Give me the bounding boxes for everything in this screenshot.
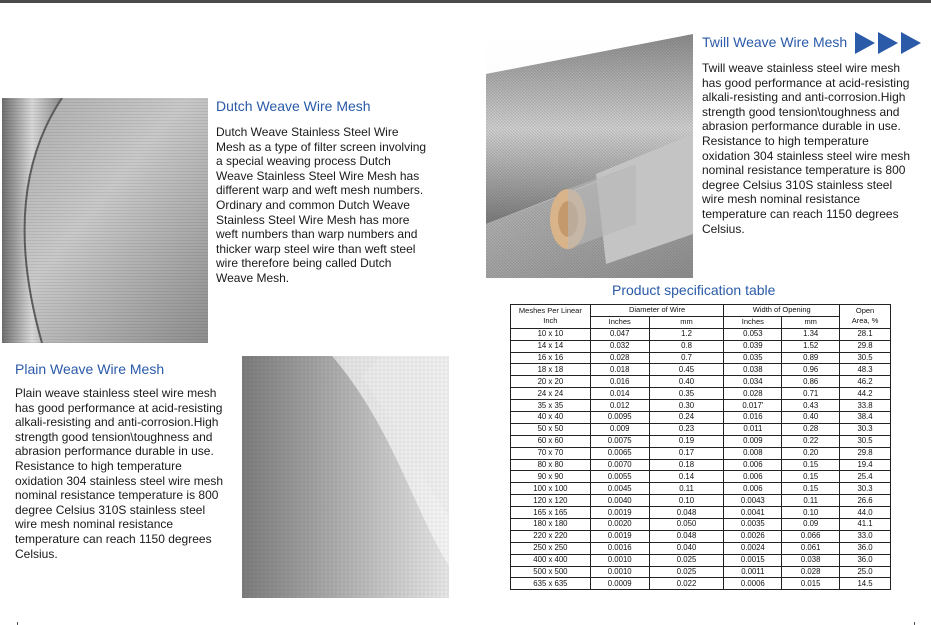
text-line: Twill weave stainless steel wire mesh (702, 61, 901, 75)
cell-open-area: 44.0 (840, 507, 891, 519)
cell-open-area: 38.4 (840, 412, 891, 424)
cell-meshes: 120 x 120 (511, 495, 591, 507)
cell-diameter-mm: 0.025 (649, 554, 724, 566)
cell-meshes: 90 x 90 (511, 471, 591, 483)
spec-table-body (511, 328, 891, 590)
dutch-weave-title: Dutch Weave Wire Mesh (216, 98, 371, 114)
cell-diameter-mm: 0.11 (649, 483, 724, 495)
cell-width-mm: 0.15 (782, 483, 840, 495)
cell-meshes: 180 x 180 (511, 519, 591, 531)
cell-width-inches: 0.006 (724, 471, 782, 483)
column-header-width-inches: Inches (724, 316, 782, 328)
cell-width-mm: 0.028 (782, 566, 840, 578)
cell-meshes: 18 x 18 (511, 364, 591, 376)
table-row (511, 400, 891, 412)
cell-open-area: 28.1 (840, 328, 891, 340)
cell-diameter-inches: 0.009 (590, 423, 649, 435)
text-line: Ordinary and common Dutch Weave (216, 197, 410, 212)
text-line: degree Celsius 310S stainless steel (15, 502, 206, 517)
text-line: Plain weave stainless steel wire mesh (15, 386, 217, 400)
cell-diameter-inches: 0.0009 (590, 578, 649, 590)
table-row (511, 554, 891, 566)
cell-meshes: 500 x 500 (511, 566, 591, 578)
text-line: temperature can reach 1150 degrees (702, 206, 899, 221)
cell-diameter-mm: 0.35 (649, 388, 724, 400)
cell-width-mm: 0.89 (782, 352, 840, 364)
cell-open-area: 44.2 (840, 388, 891, 400)
cell-meshes: 14 x 14 (511, 340, 591, 352)
cell-diameter-inches: 0.0040 (590, 495, 649, 507)
cell-width-mm: 0.015 (782, 578, 840, 590)
cell-diameter-inches: 0.0070 (590, 459, 649, 471)
cell-diameter-inches: 0.0055 (590, 471, 649, 483)
cell-meshes: 165 x 165 (511, 507, 591, 519)
cell-meshes: 10 x 10 (511, 328, 591, 340)
cell-diameter-mm: 0.048 (649, 530, 724, 542)
text-line: temperature can reach 1150 degrees (15, 531, 212, 546)
cell-width-inches: 0.009 (724, 435, 782, 447)
cell-meshes: 50 x 50 (511, 423, 591, 435)
header-line: Open (855, 306, 875, 316)
cell-width-mm: 0.11 (782, 495, 840, 507)
cell-width-inches: 0.0006 (724, 578, 782, 590)
cell-width-inches: 0.039 (724, 340, 782, 352)
cell-diameter-inches: 0.0020 (590, 519, 649, 531)
text-line: weft numbers than warp numbers and (216, 227, 418, 242)
cell-open-area: 36.0 (840, 542, 891, 554)
cell-width-mm: 0.71 (782, 388, 840, 400)
table-row (511, 578, 891, 590)
table-row (511, 542, 891, 554)
cell-diameter-inches: 0.014 (590, 388, 649, 400)
text-line: nominal resistance temperature is 800 (702, 163, 906, 178)
table-row (511, 530, 891, 542)
cell-diameter-mm: 0.30 (649, 400, 724, 412)
cell-diameter-inches: 0.047 (590, 328, 649, 340)
cell-meshes: 16 x 16 (511, 352, 591, 364)
cell-diameter-mm: 0.19 (649, 435, 724, 447)
cell-width-mm: 0.066 (782, 530, 840, 542)
cell-open-area: 25.4 (840, 471, 891, 483)
text-line: degree Celsius 310S stainless steel (702, 177, 893, 192)
cell-width-mm: 0.038 (782, 554, 840, 566)
cell-width-inches: 0.0011 (724, 566, 782, 578)
text-line: Dutch Weave Stainless Steel Wire (216, 125, 399, 139)
cell-meshes: 20 x 20 (511, 376, 591, 388)
cell-meshes: 70 x 70 (511, 447, 591, 459)
cell-meshes: 250 x 250 (511, 542, 591, 554)
cell-width-inches: 0.028 (724, 388, 782, 400)
cell-diameter-inches: 0.0010 (590, 566, 649, 578)
header-line: Area, % (851, 316, 879, 326)
table-row (511, 352, 891, 364)
cell-diameter-inches: 0.012 (590, 400, 649, 412)
text-line: Weave Stainless Steel Wire Mesh has (216, 168, 420, 183)
text-line: strength good tension\toughness and (15, 429, 213, 444)
cell-meshes: 24 x 24 (511, 388, 591, 400)
cell-meshes: 220 x 220 (511, 530, 591, 542)
cell-open-area: 19.4 (840, 459, 891, 471)
cell-open-area: 41.1 (840, 519, 891, 531)
cell-open-area: 33.8 (840, 400, 891, 412)
cell-diameter-inches: 0.0019 (590, 507, 649, 519)
cell-diameter-mm: 0.23 (649, 423, 724, 435)
cell-open-area: 30.3 (840, 483, 891, 495)
text-line: Mesh as a type of filter screen involving (216, 139, 427, 154)
cell-width-inches: 0.0024 (724, 542, 782, 554)
cell-open-area: 29.8 (840, 340, 891, 352)
text-line: a special weaving process Dutch (216, 154, 391, 169)
column-header-width: Width of Opening (724, 305, 840, 317)
cell-diameter-mm: 0.18 (649, 459, 724, 471)
text-line: Resistance to high temperature (15, 458, 182, 473)
table-row (511, 483, 891, 495)
text-line: abrasion performance durable in use. (15, 444, 214, 459)
cell-diameter-mm: 0.14 (649, 471, 724, 483)
cell-width-mm: 1.52 (782, 340, 840, 352)
text-line: Celsius. (15, 546, 58, 561)
twill-weave-title: Twill Weave Wire Mesh (702, 34, 848, 50)
cell-open-area: 33.0 (840, 530, 891, 542)
cell-diameter-mm: 0.7 (649, 352, 724, 364)
cell-width-mm: 0.15 (782, 471, 840, 483)
cell-meshes: 35 x 35 (511, 400, 591, 412)
spec-table (510, 304, 891, 590)
table-row (511, 507, 891, 519)
table-row (511, 364, 891, 376)
twill-weave-photo (486, 34, 693, 278)
cell-width-mm: 0.28 (782, 423, 840, 435)
cell-diameter-inches: 0.028 (590, 352, 649, 364)
table-row (511, 471, 891, 483)
cell-width-inches: 0.053 (724, 328, 782, 340)
text-line: wire mesh nominal resistance (15, 517, 174, 532)
text-line: strength good tension\toughness and (702, 104, 900, 119)
cell-diameter-inches: 0.032 (590, 340, 649, 352)
triple-chevron-right-icon (855, 32, 923, 54)
cell-open-area: 46.2 (840, 376, 891, 388)
cell-diameter-mm: 0.8 (649, 340, 724, 352)
text-line: wire mesh nominal resistance (702, 192, 861, 207)
cell-open-area: 30.3 (840, 423, 891, 435)
plain-weave-photo (242, 356, 449, 598)
text-line: thicker warp steel wire than weft steel (216, 241, 416, 256)
cell-width-mm: 0.15 (782, 459, 840, 471)
cell-width-mm: 0.22 (782, 435, 840, 447)
cell-width-inches: 0.038 (724, 364, 782, 376)
cell-diameter-mm: 1.2 (649, 328, 724, 340)
cell-diameter-inches: 0.018 (590, 364, 649, 376)
text-line: wire therefore being called Dutch (216, 256, 392, 271)
column-header-diameter-inches: Inches (590, 316, 649, 328)
cell-width-mm: 0.20 (782, 447, 840, 459)
cell-diameter-mm: 0.048 (649, 507, 724, 519)
cell-diameter-inches: 0.0075 (590, 435, 649, 447)
text-line: has good performance at acid-resisting (702, 75, 910, 90)
column-header-width-mm: mm (782, 316, 840, 328)
text-line: abrasion performance durable in use. (702, 119, 901, 134)
cell-open-area: 14.5 (840, 578, 891, 590)
cell-width-inches: 0.008 (724, 447, 782, 459)
cell-diameter-inches: 0.0045 (590, 483, 649, 495)
cell-width-inches: 0.006 (724, 483, 782, 495)
cell-diameter-mm: 0.050 (649, 519, 724, 531)
cell-diameter-inches: 0.016 (590, 376, 649, 388)
table-row (511, 566, 891, 578)
text-line: different warp and weft mesh numbers. (216, 183, 424, 198)
top-bar (0, 0, 931, 3)
cell-diameter-mm: 0.022 (649, 578, 724, 590)
cell-width-inches: 0.011 (724, 423, 782, 435)
cell-meshes: 635 x 635 (511, 578, 591, 590)
cell-width-mm: 0.43 (782, 400, 840, 412)
text-line: nominal resistance temperature is 800 (15, 488, 219, 503)
cell-width-mm: 0.061 (782, 542, 840, 554)
cell-diameter-mm: 0.45 (649, 364, 724, 376)
header-line: Inch (543, 316, 558, 326)
cell-diameter-mm: 0.025 (649, 566, 724, 578)
cell-meshes: 40 x 40 (511, 412, 591, 424)
cell-width-inches: 0.006 (724, 459, 782, 471)
text-line: has good performance at acid-resisting (15, 400, 223, 415)
cell-width-mm: 1.34 (782, 328, 840, 340)
cell-open-area: 29.8 (840, 447, 891, 459)
cell-width-inches: 0.034 (724, 376, 782, 388)
text-line: Resistance to high temperature (702, 133, 869, 148)
text-line: alkali-resisting and anti-corrosion.High (15, 415, 219, 430)
cell-open-area: 30.5 (840, 435, 891, 447)
table-row (511, 519, 891, 531)
column-header-meshes (511, 305, 591, 329)
table-row (511, 435, 891, 447)
dutch-weave-description (216, 125, 434, 286)
cell-diameter-mm: 0.040 (649, 542, 724, 554)
cell-width-inches: 0.0041 (724, 507, 782, 519)
column-header-diameter: Diameter of Wire (590, 305, 724, 317)
cell-open-area: 26.6 (840, 495, 891, 507)
text-line: Stainless Steel Wire Mesh has more (216, 212, 410, 227)
text-line: oxidation 304 stainless steel wire mesh (702, 148, 911, 163)
cell-width-mm: 0.10 (782, 507, 840, 519)
cell-width-inches: 0.0043 (724, 495, 782, 507)
table-row (511, 459, 891, 471)
table-row (511, 388, 891, 400)
cell-open-area: 25.0 (840, 566, 891, 578)
table-row (511, 495, 891, 507)
table-row (511, 447, 891, 459)
cell-open-area: 48.3 (840, 364, 891, 376)
cell-diameter-inches: 0.0016 (590, 542, 649, 554)
dutch-weave-photo (2, 98, 208, 343)
cell-diameter-mm: 0.40 (649, 376, 724, 388)
cell-width-inches: 0.0035 (724, 519, 782, 531)
cell-meshes: 400 x 400 (511, 554, 591, 566)
spec-table-title: Product specification table (612, 282, 776, 298)
cell-width-inches: 0.016 (724, 412, 782, 424)
text-line: Celsius. (702, 221, 745, 236)
text-line: Weave Mesh. (216, 270, 290, 285)
cell-width-inches: 0.0015 (724, 554, 782, 566)
cell-diameter-mm: 0.17 (649, 447, 724, 459)
text-line: alkali-resisting and anti-corrosion.High (702, 90, 906, 105)
cell-open-area: 30.5 (840, 352, 891, 364)
cell-open-area: 36.0 (840, 554, 891, 566)
cell-diameter-inches: 0.0010 (590, 554, 649, 566)
plain-weave-description (15, 386, 232, 561)
table-row (511, 376, 891, 388)
header-line: Meshes Per Linear (518, 306, 582, 316)
cell-width-inches: 0.0026 (724, 530, 782, 542)
cell-diameter-inches: 0.0065 (590, 447, 649, 459)
cell-diameter-inches: 0.0095 (590, 412, 649, 424)
plain-weave-title: Plain Weave Wire Mesh (15, 361, 165, 377)
cell-diameter-mm: 0.24 (649, 412, 724, 424)
cell-width-inches: 0.017' (724, 400, 782, 412)
column-header-diameter-mm: mm (649, 316, 724, 328)
text-line: oxidation 304 stainless steel wire mesh (15, 473, 224, 488)
cell-diameter-inches: 0.0019 (590, 530, 649, 542)
cell-width-mm: 0.96 (782, 364, 840, 376)
cell-width-mm: 0.86 (782, 376, 840, 388)
cell-meshes: 80 x 80 (511, 459, 591, 471)
cell-width-inches: 0.035 (724, 352, 782, 364)
table-row (511, 340, 891, 352)
cell-meshes: 60 x 60 (511, 435, 591, 447)
cell-meshes: 100 x 100 (511, 483, 591, 495)
table-row (511, 412, 891, 424)
cell-width-mm: 0.09 (782, 519, 840, 531)
cell-width-mm: 0.40 (782, 412, 840, 424)
cell-diameter-mm: 0.10 (649, 495, 724, 507)
table-row (511, 328, 891, 340)
spec-table-header-row (511, 305, 891, 317)
twill-weave-description (702, 61, 919, 236)
table-row (511, 423, 891, 435)
column-header-open-area (840, 305, 891, 329)
